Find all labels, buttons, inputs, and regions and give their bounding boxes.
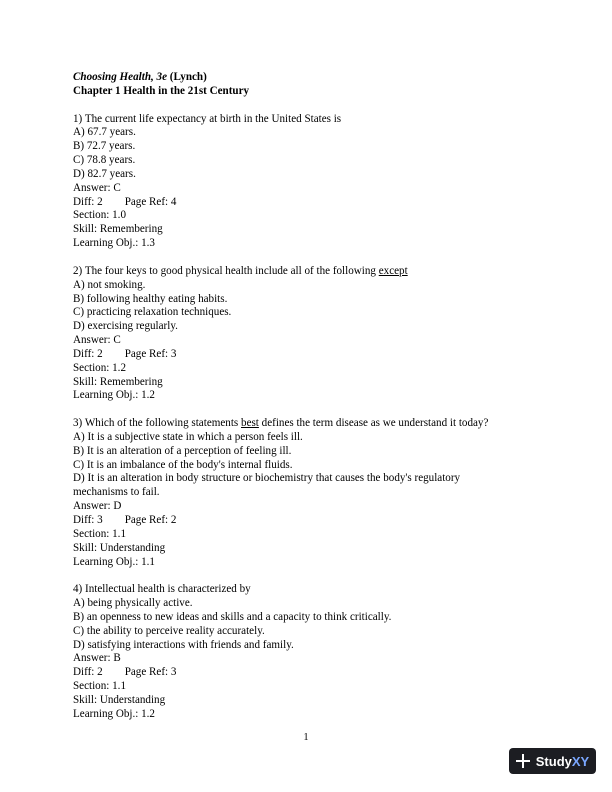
difficulty-line — [73, 666, 573, 680]
option-b: B) 72.7 years. — [73, 140, 136, 153]
difficulty: Diff: 2 — [73, 347, 103, 360]
page-ref: Page Ref: 3 — [124, 347, 177, 360]
question-stem — [73, 265, 573, 279]
option-c: C) 78.8 years. — [73, 154, 136, 167]
option-d: D) exercising regularly. — [73, 320, 178, 333]
question-4 — [73, 583, 573, 721]
skill: Skill: Remembering — [73, 375, 163, 388]
stem-text-end: defines the term disease as we understand it today? — [258, 417, 489, 430]
difficulty-line — [73, 514, 573, 528]
badge-text-xy: XY — [571, 753, 590, 769]
option-c: C) the ability to perceive reality accurately. — [73, 624, 265, 637]
page-ref: Page Ref: 3 — [124, 666, 177, 679]
learning-objective: Learning Obj.: 1.2 — [73, 707, 155, 720]
answer: Answer: D — [73, 500, 122, 513]
option-b: B) It is an alteration of a perception of feeling ill. — [73, 444, 292, 457]
option-b: B) following healthy eating habits. — [73, 292, 228, 305]
option-a: A) being physically active. — [73, 597, 193, 610]
document-page — [73, 71, 573, 722]
page-ref: Page Ref: 2 — [124, 514, 177, 526]
section: Section: 1.0 — [73, 209, 126, 222]
section: Section: 1.1 — [73, 527, 126, 540]
page-number: 1 — [303, 732, 309, 743]
difficulty: Diff: 2 — [73, 195, 103, 208]
stem-text: 2) The four keys to good physical health include all of the following — [73, 264, 379, 277]
page-ref: Page Ref: 4 — [124, 195, 177, 208]
answer: Answer: B — [73, 652, 121, 665]
option-a: A) not smoking. — [73, 278, 146, 291]
badge-text-study: Study — [535, 753, 572, 769]
badge-label — [536, 754, 589, 769]
skill: Skill: Understanding — [73, 541, 166, 554]
stem-text: 3) Which of the following statements — [73, 417, 242, 430]
option-d: D) It is an alteration in body structure or biochemistry that causes the body's regulatory — [73, 472, 461, 485]
section: Section: 1.2 — [73, 361, 126, 374]
question-stem: 4) Intellectual health is characterized by — [73, 583, 251, 596]
option-a: A) It is a subjective state in which a person feels ill. — [73, 430, 303, 443]
option-d: D) 82.7 years. — [73, 167, 136, 180]
answer: Answer: C — [73, 334, 121, 347]
question-stem: 1) The current life expectancy at birth in the United States is — [73, 112, 342, 125]
plus-icon — [516, 754, 530, 768]
learning-objective: Learning Obj.: 1.1 — [73, 555, 155, 568]
option-d-continued: mechanisms to fail. — [73, 486, 160, 499]
studyxy-badge[interactable] — [509, 748, 596, 774]
answer: Answer: C — [73, 181, 121, 194]
question-1 — [73, 113, 573, 251]
option-b: B) an openness to new ideas and skills and a capacity to think critically. — [73, 610, 392, 623]
book-header — [73, 71, 573, 85]
question-2 — [73, 265, 573, 403]
section: Section: 1.1 — [73, 680, 126, 693]
book-author: (Lynch) — [167, 71, 207, 83]
learning-objective: Learning Obj.: 1.2 — [73, 389, 155, 402]
difficulty-line — [73, 196, 573, 210]
difficulty: Diff: 3 — [73, 514, 103, 526]
skill: Skill: Remembering — [73, 223, 163, 236]
learning-objective: Learning Obj.: 1.3 — [73, 237, 155, 250]
stem-emphasis: except — [378, 264, 408, 277]
skill: Skill: Understanding — [73, 693, 166, 706]
book-title: Choosing Health, 3e — [73, 71, 168, 83]
option-a: A) 67.7 years. — [73, 126, 136, 139]
stem-emphasis: best — [241, 417, 259, 430]
option-c: C) practicing relaxation techniques. — [73, 306, 232, 319]
question-3 — [73, 417, 573, 569]
chapter-title: Chapter 1 Health in the 21st Century — [73, 84, 250, 97]
difficulty: Diff: 2 — [73, 666, 103, 679]
option-d: D) satisfying interactions with friends and family. — [73, 638, 294, 651]
option-c: C) It is an imbalance of the body's internal fluids. — [73, 458, 293, 471]
difficulty-line — [73, 348, 573, 362]
question-stem — [73, 417, 573, 431]
